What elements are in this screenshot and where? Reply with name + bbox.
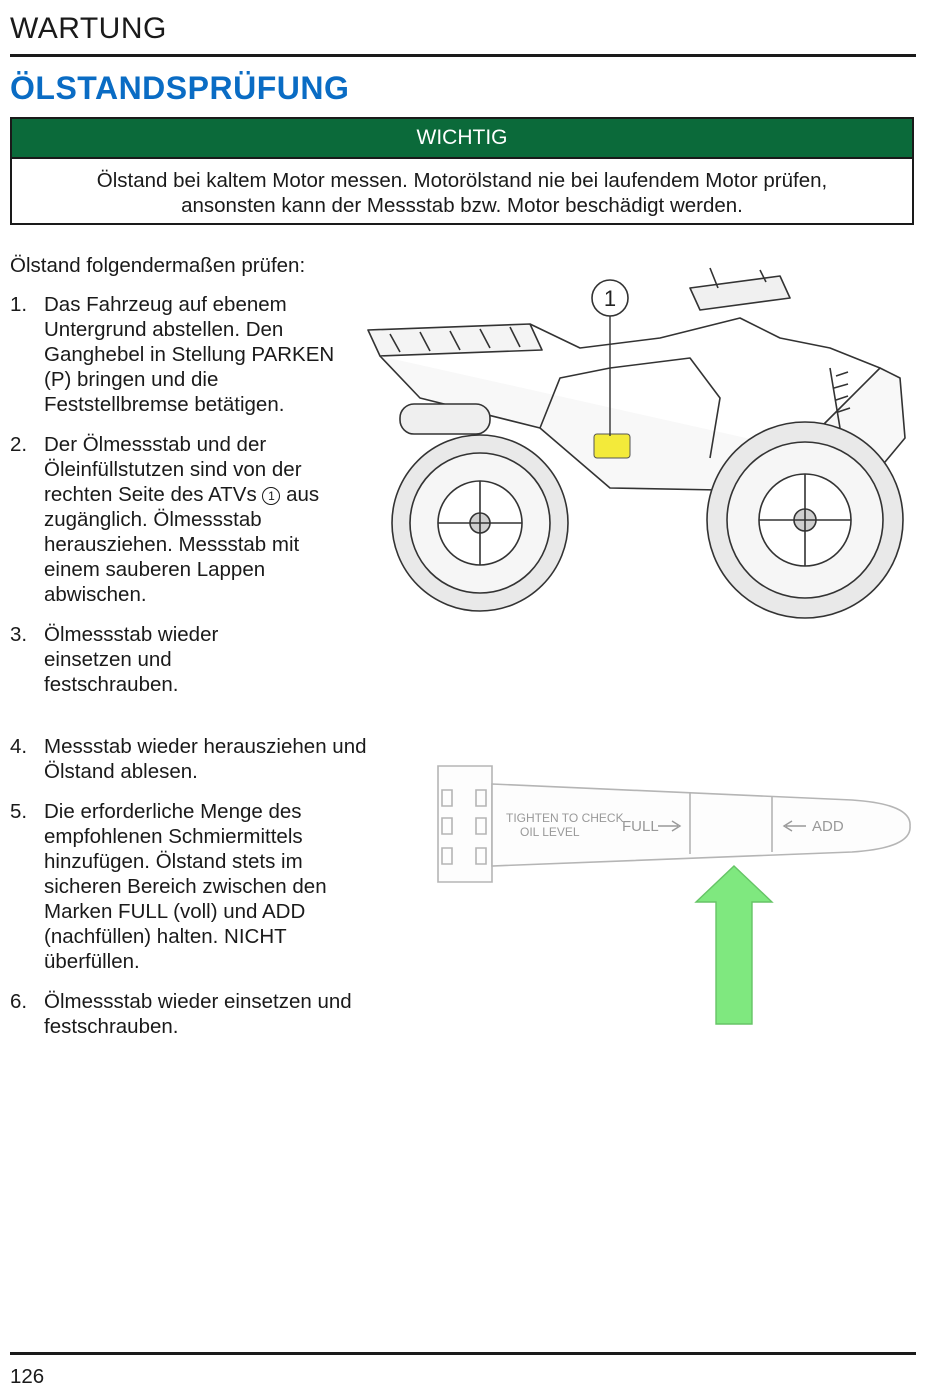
list-item (10, 292, 340, 417)
step-number: 5. (10, 800, 28, 823)
page-title: ÖLSTANDSPRÜFUNG (10, 70, 350, 106)
step-text: Das Fahrzeug auf ebenem Untergrund abstellen. Den Ganghebel in Stellung PARKEN (P) bringen und die Feststellbremse betätigen. (44, 293, 335, 416)
notice-label: WICHTIG (12, 119, 912, 159)
step-text: Ölmessstab wieder einsetzen und festschrauben. (44, 623, 219, 696)
oil-fill-location (594, 434, 630, 458)
callout-marker: 1 (262, 487, 280, 505)
exhaust (400, 404, 490, 434)
front-wheel (707, 422, 903, 618)
dipstick-label-full: FULL (622, 818, 659, 835)
notice-text-line-1: Ölstand bei kaltem Motor messen. Motorölstand nie bei laufendem Motor prüfen, (96, 169, 828, 192)
step-text (10, 432, 340, 607)
callout-number: 1 (603, 286, 617, 311)
step-number: 2. (10, 433, 28, 456)
important-notice (10, 117, 914, 225)
step-number: 6. (10, 990, 28, 1013)
step-number: 3. (10, 623, 28, 646)
step-number: 4. (10, 735, 28, 758)
notice-text-line-2: ansonsten kann der Messstab bzw. Motor beschädigt werden. (181, 194, 743, 217)
footer-rule (10, 1352, 916, 1355)
notice-text (12, 159, 912, 218)
list-item (10, 799, 370, 974)
dipstick-label-add: ADD (812, 818, 844, 835)
step-text: Messstab wieder herausziehen und Ölstand ablesen. (44, 735, 367, 783)
rear-wheel (392, 435, 568, 611)
step-text-before: Der Ölmessstab und der Öleinfüllstutzen sind von der rechten Seite des ATVs (44, 433, 302, 506)
dipstick-label-tighten-2: OIL LEVEL (520, 825, 580, 839)
list-item (10, 432, 340, 607)
intro-text: Ölstand folgendermaßen prüfen: (10, 254, 306, 277)
list-item (10, 734, 410, 784)
step-list-b (10, 734, 410, 1054)
dipstick-illustration (432, 756, 916, 1028)
step-text: Die erforderliche Menge des empfohlenen Schmiermittels hinzufügen. Ölstand stets im sicheren Bereich zwischen den Marken FULL (voll) und ADD (nachfüllen) halten. NICHT überfüllen. (44, 800, 327, 973)
step-number: 1. (10, 293, 28, 316)
list-item (10, 989, 400, 1039)
header-rule (10, 54, 916, 57)
step-text-after: aus zugänglich. Ölmessstab herausziehen. Messstab mit einem sauberen Lappen abwischen. (44, 483, 320, 606)
list-item (10, 622, 250, 697)
section-header: WARTUNG (10, 12, 167, 45)
level-arrow-icon (696, 866, 772, 1024)
step-list-a (10, 292, 340, 712)
dipstick-label-tighten-1: TIGHTEN TO CHECK (506, 811, 624, 825)
atv-illustration (360, 258, 916, 620)
step-text: Ölmessstab wieder einsetzen und festschrauben. (44, 990, 352, 1038)
page-number: 126 (10, 1365, 45, 1388)
front-rack (690, 276, 790, 310)
